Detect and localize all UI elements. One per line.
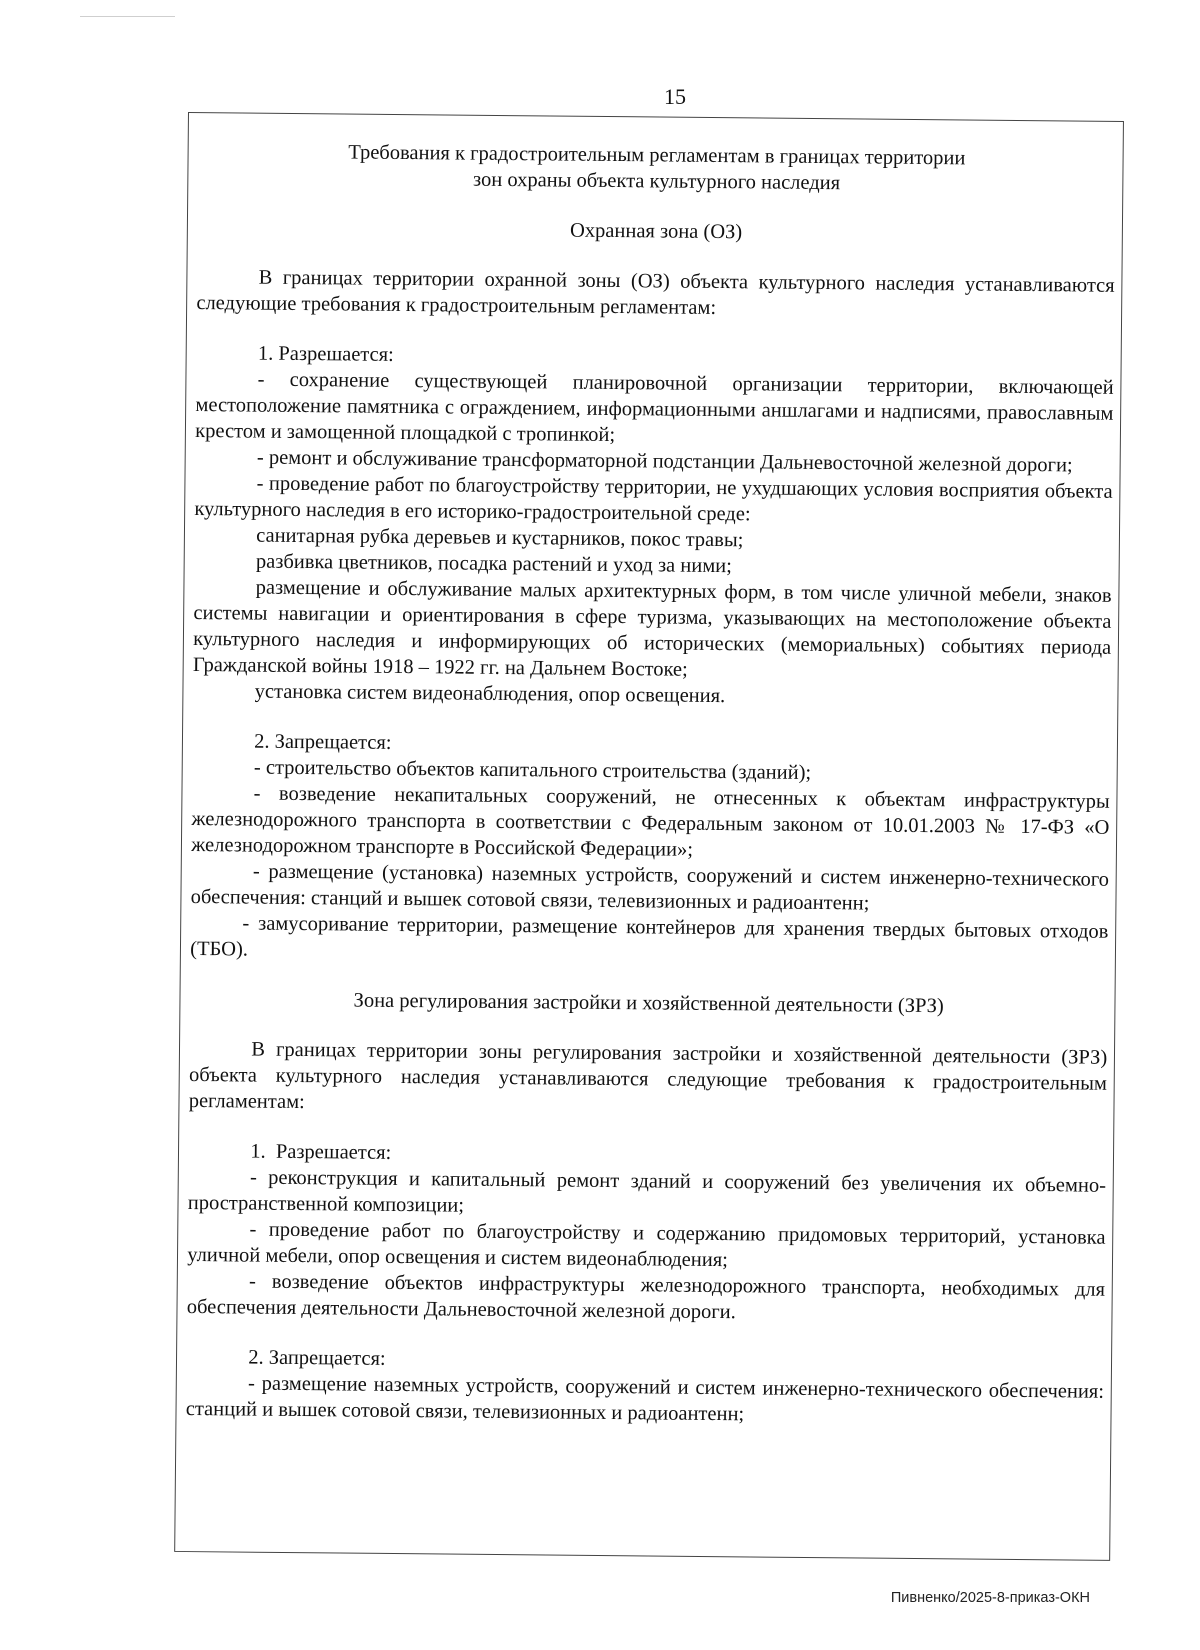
oz-allowed-item-3a: санитарная рубка деревьев и кустарников, покос травы; bbox=[256, 524, 744, 552]
oz-allowed-item-3b: разбивка цветников, посадка растений и уход за ними; bbox=[255, 550, 733, 578]
oz-allowed-item-2: - ремонт и обслуживание трансформаторной подстанции Дальневосточной железной дороги; bbox=[256, 446, 1073, 477]
zrz-forbidden-item-1: - размещение наземных устройств, сооружений и систем инженерно-технического обеспечения: станций и вышек сотовой связи, телевизионных и радиоантенн; bbox=[185, 1372, 1105, 1426]
zrz-allowed-item-2: - проведение работ по благоустройству и содержанию придомовых территорий, установка уличной мебели, опор освещения и систем видеонаблюдения; bbox=[187, 1218, 1106, 1272]
oz-forbidden-heading: 2. Запрещается: bbox=[254, 730, 392, 754]
zrz-allowed-heading: 1. Разрешается: bbox=[250, 1140, 392, 1164]
oz-heading: Охранная зона (ОЗ) bbox=[569, 219, 743, 244]
document-body bbox=[186, 138, 1116, 1431]
zrz-allowed-item-3: - возведение объектов инфраструктуры железнодорожного транспорта, необходимых для обеспечения деятельности Дальневосточной железной дороги. bbox=[186, 1270, 1106, 1324]
scan-artifact-line bbox=[80, 16, 175, 17]
zrz-allowed-item-1: - реконструкция и капитальный ремонт зданий и сооружений без увеличения их объемно-пространственной композиции; bbox=[187, 1166, 1107, 1217]
oz-allowed-item-1: - сохранение существующей планировочной организации территории, включающей местоположение памятника с ограждением, информационными аншлагами и надписями, православным крестом и замощенной площадкой с тропинкой; bbox=[195, 368, 1114, 447]
oz-forbidden-item-4: - замусоривание территории, размещение контейнеров для хранения твердых бытовых отходов (ТБО). bbox=[190, 912, 1109, 961]
title-line-2: зон охраны объекта культурного наследия bbox=[472, 168, 841, 195]
zrz-heading: Зона регулирования застройки и хозяйственной деятельности (ЗРЗ) bbox=[353, 989, 944, 1018]
page-number: 15 bbox=[664, 84, 686, 109]
zrz-forbidden-heading: 2. Запрещается: bbox=[248, 1346, 386, 1370]
oz-allowed-item-3: - проведение работ по благоустройству территории, не ухудшающих условия восприятия объекта культурного наследия в его историко-градостроительной среде: bbox=[194, 472, 1113, 526]
title-line-1: Требования к градостроительным регламентам в границах территории bbox=[348, 141, 966, 170]
oz-forbidden-item-2: - возведение некапитальных сооружений, не отнесенных к объектам инфраструктуры железнодорожного транспорта в соответствии с Федеральным законом от 10.01.2003 № 17-ФЗ «О железнодорожном транспорте в Российской Федерации»; bbox=[191, 782, 1110, 861]
zrz-intro: В границах территории зоны регулирования застройки и хозяйственной деятельности (ЗРЗ) объекта культурного наследия устанавливаются следующие требования к градостроительным регламентам: bbox=[188, 1038, 1108, 1114]
oz-allowed-item-3c: размещение и обслуживание малых архитектурных форм, в том числе уличной мебели, знаков системы навигации и ориентирования в сфере туризма, указывающих на местоположение объекта культурного наследия и информирующих об исторических (мемориальных) событиях периода Гражданской войны 1918 – 1922 гг. на Дальнем Востоке; bbox=[192, 576, 1112, 681]
oz-intro: В границах территории охранной зоны (ОЗ) объекта культурного наследия устанавливаются следующие требования к градостроительным регламентам: bbox=[196, 266, 1115, 319]
oz-allowed-heading: 1. Разрешается: bbox=[257, 342, 394, 366]
oz-forbidden-item-3: - размещение (установка) наземных устройств, сооружений и систем инженерно-технического обеспечения: станций и вышек сотовой связи, телевизионных и радиоантенн; bbox=[190, 860, 1110, 915]
oz-forbidden-item-1: - строительство объектов капитального строительства (зданий); bbox=[253, 756, 812, 784]
footer-document-code: Пивненко/2025-8-приказ-ОКН bbox=[890, 1590, 1090, 1606]
oz-allowed-item-3d: установка систем видеонаблюдения, опор освещения. bbox=[254, 680, 726, 708]
